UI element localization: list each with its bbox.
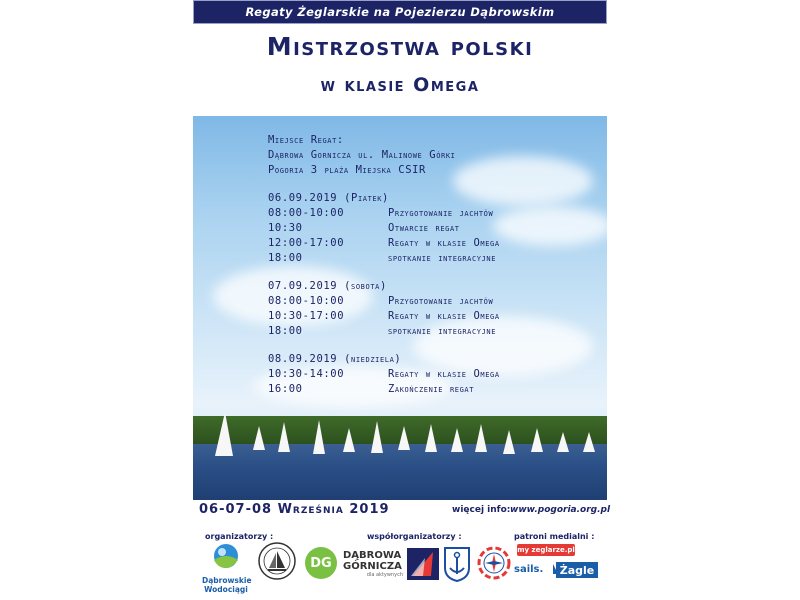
zagle-logo: Żagle [556, 562, 598, 578]
sail [253, 426, 265, 450]
schedule-time: 08:00-10:00 [268, 295, 345, 307]
title-line-1: Mistrzostwa polski [266, 32, 534, 61]
schedule-row [268, 251, 588, 266]
coorganizers-label: współorganizatorzy : [367, 532, 462, 541]
event-dates: 06-07-08 Września 2019 [199, 502, 390, 517]
myzeglarze-logo: my zeglarze.pl [517, 546, 575, 554]
schedule-event: Przygotowanie jachtów [388, 295, 494, 307]
schedule-time: 16:00 [268, 383, 303, 395]
schedule-block [268, 133, 588, 397]
sail [343, 428, 355, 452]
dabrowa-gornicza-logo [343, 550, 403, 579]
schedule-event: Regaty w klasie Omega [388, 237, 500, 249]
sailing-club-logo [407, 548, 439, 580]
website-link[interactable]: www.pogoria.org.pl [510, 505, 611, 515]
schedule-row [268, 382, 588, 397]
sail-triangle-icon [407, 548, 439, 580]
schedule-row [268, 367, 588, 382]
sail [313, 420, 325, 454]
csir-logo [477, 546, 511, 580]
fregata-logo [257, 541, 297, 581]
schedule-event: Regaty w klasie Omega [388, 310, 500, 322]
schedule-time: 10:30-17:00 [268, 310, 345, 322]
schedule-row [268, 206, 588, 221]
schedule-time: 18:00 [268, 325, 303, 337]
dg-logo: DG [305, 547, 337, 579]
schedule-row [268, 236, 588, 251]
water-drop-icon [202, 542, 250, 572]
header-banner: Regaty Żeglarskie na Pojezierzu Dąbrowskim [193, 0, 607, 24]
schedule-row [268, 309, 588, 324]
schedule-event: Przygotowanie jachtów [388, 207, 494, 219]
schedule-time: 18:00 [268, 252, 303, 264]
sail [398, 426, 410, 450]
logo-text-line1: Dąbrowskie [202, 576, 252, 585]
sail [425, 424, 437, 452]
day-date: 08.09.2019 (niedziela) [268, 353, 402, 365]
venue-line-2: Pogoria 3 plaża Miejska CSIR [268, 164, 426, 176]
schedule-time: 12:00-17:00 [268, 237, 345, 249]
schedule-event: Zakończenie regat [388, 383, 475, 395]
sail [557, 432, 569, 452]
sails-text: sails. [514, 564, 544, 575]
schedule-event: Regaty w klasie Omega [388, 368, 500, 380]
csir-compass-icon [477, 546, 511, 580]
sail [531, 428, 543, 452]
lake-water [193, 444, 607, 500]
venue-label: Miejsce Regat: [268, 134, 344, 146]
sail [278, 422, 290, 452]
sail [583, 432, 595, 452]
organizers-label: organizatorzy : [205, 532, 274, 541]
schedule-event: Otwarcie regat [388, 222, 460, 234]
sail [371, 421, 383, 453]
schedule-row [268, 324, 588, 339]
sail [451, 428, 463, 452]
anchor-logo [443, 546, 471, 582]
sail [215, 412, 233, 456]
dabrowa-line2: GÓRNICZA [343, 561, 402, 572]
day-date: 06.09.2019 (Piatek) [268, 192, 389, 204]
schedule-event: spotkanie integracyjne [388, 325, 497, 337]
sail [503, 430, 515, 454]
media-patrons-label: patroni medialni : [514, 532, 595, 541]
sail [475, 424, 487, 452]
schedule-time: 08:00-10:00 [268, 207, 345, 219]
venue-line-1: Dąbrowa Gornicza ul. Malinowe Górki [268, 149, 456, 161]
dabrowskie-wodociagi-logo [202, 542, 250, 594]
sails-logo [514, 563, 559, 575]
schedule-event: spotkanie integracyjne [388, 252, 497, 264]
schedule-time: 10:30 [268, 222, 303, 234]
day-date: 07.09.2019 (sobota) [268, 280, 387, 292]
logo-text-line2: Wodociągi [204, 585, 248, 594]
title-line-2: w klasie Omega [320, 74, 480, 96]
schedule-row [268, 221, 588, 236]
sailboat-emblem-icon [257, 541, 297, 581]
anchor-icon [443, 546, 471, 582]
schedule-row [268, 294, 588, 309]
more-info-label: więcej info: [452, 505, 511, 515]
schedule-time: 10:30-14:00 [268, 368, 345, 380]
dabrowa-line3: dla aktywnych [366, 572, 403, 578]
dabrowa-line1: DĄBROWA [343, 550, 402, 561]
